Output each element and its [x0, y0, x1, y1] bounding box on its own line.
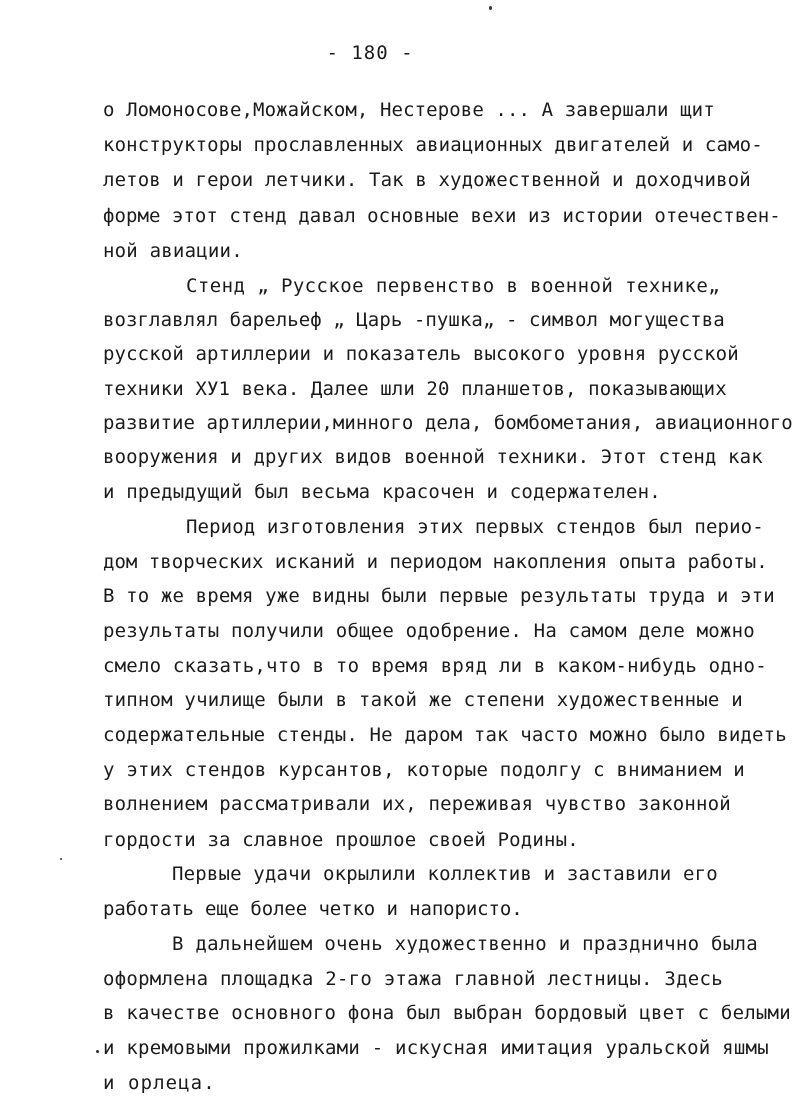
text-line: смело сказать,что в то время вряд ли в каком-нибудь одно-: [103, 655, 767, 677]
text-line: содержательные стенды. Не даром так часто можно было видеть: [103, 724, 787, 746]
text-line: возглавлял барельеф „ Царь -пушка„ - символ могущества: [103, 309, 725, 331]
text-line: волнением рассматривали их, переживая чувство законной: [103, 793, 731, 815]
text-line: форме этот стенд давал основные вехи из истории отечествен-: [103, 205, 781, 227]
text-line: В то же время уже видны были первые результаты труда и эти: [103, 585, 775, 607]
scan-speck: [60, 858, 62, 860]
text-line: типном училище были в такой же степени художественные и: [103, 689, 743, 711]
text-line: В дальнейшем очень художественно и празднично была: [172, 933, 758, 955]
text-line: техники ХУ1 века. Далее шли 20 планшетов, показывающих: [103, 378, 727, 400]
text-line: ной авиации.: [103, 240, 243, 262]
text-line: результаты получили общее одобрение. На самом деле можно: [103, 620, 755, 642]
text-line: конструкторы прославленных авиационных двигателей и само-: [103, 134, 763, 156]
text-line: русской артиллерии и показатель высокого уровня русской: [103, 343, 739, 365]
text-line: оформлена площадка 2-го этажа главной лестницы. Здесь: [103, 968, 723, 990]
text-line: развитие артиллерии,минного дела, бомбометания, авиационного: [103, 412, 793, 434]
text-line: Стенд „ Русское первенство в военной технике„: [186, 275, 721, 297]
text-line: летов и герои летчики. Так в художественной и доходчивой: [103, 169, 751, 191]
scan-speck: [96, 1050, 99, 1053]
text-line: и орлеца.: [103, 1072, 216, 1094]
page-number: - 180 -: [326, 42, 414, 64]
text-line: у этих стендов курсантов, которые подолгу с вниманием и: [103, 759, 745, 781]
scan-speck: [489, 6, 492, 10]
text-line: в качестве основного фона был выбран бордовый цвет с белыми: [103, 1002, 791, 1024]
text-line: Период изготовления этих первых стендов был перио-: [186, 516, 764, 538]
text-line: о Ломоносове,Можайском, Нестерове ... А завершали щит: [103, 99, 715, 121]
text-line: и предыдущий был весьма красочен и содержателен.: [103, 481, 661, 503]
text-line: работать еще более четко и напористо.: [103, 898, 523, 920]
text-line: дом творческих исканий и периодом накопления опыта работы.: [103, 551, 768, 573]
text-line: гордости за славное прошлое своей Родины.: [103, 829, 579, 851]
text-line: и кремовыми прожилками - искусная имитация уральской яшмы: [103, 1037, 769, 1059]
text-line: Первые удачи окрылили коллектив и заставили его: [172, 863, 718, 885]
text-line: вооружения и других видов военной техники. Этот стенд как: [103, 446, 763, 468]
